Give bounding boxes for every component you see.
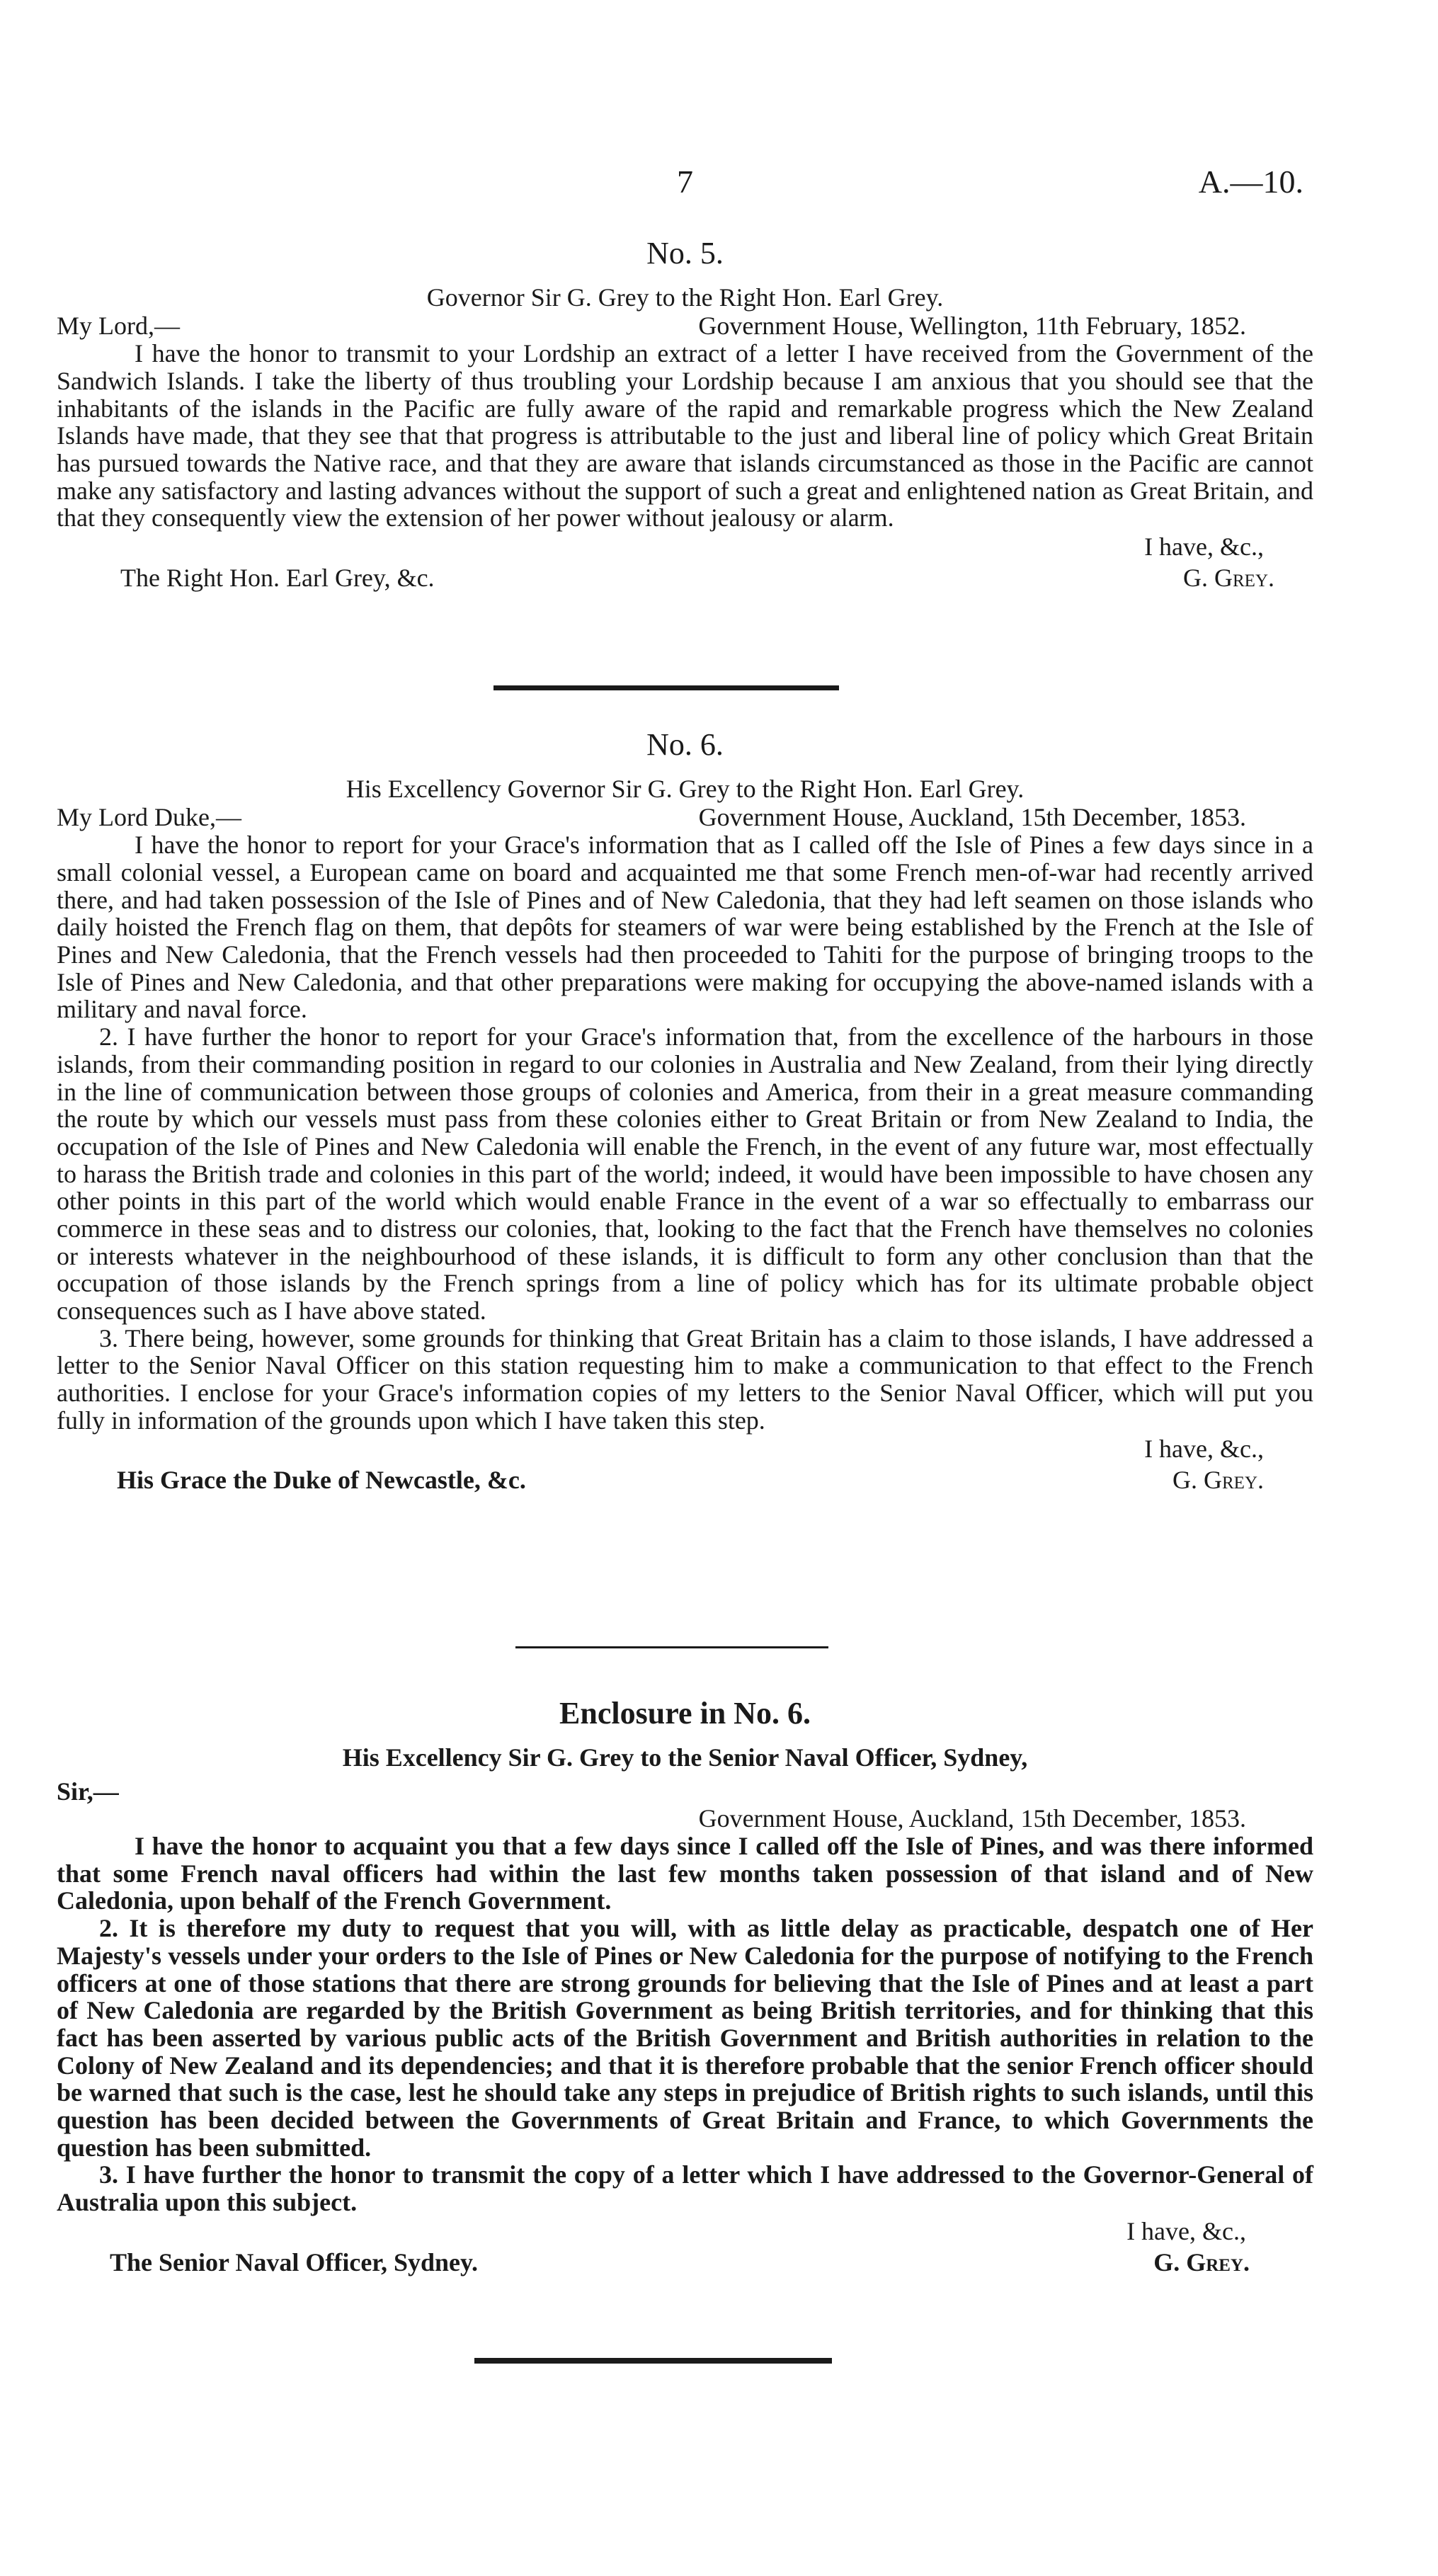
enclosure-paragraph-3: 3. I have further the honor to transmit the copy of a letter which I have addressed to the Governor-General of Australia upon this subject.	[57, 2160, 1313, 2217]
enclosure-signature: G. Grey.	[1153, 2247, 1250, 2276]
letter-no6	[57, 729, 1313, 1498]
enclosure-salutation-row	[57, 1779, 1313, 1806]
letter-no5-heading: Governor Sir G. Grey to the Right Hon. Earl Grey.	[426, 283, 944, 312]
letter-no5-signature: G. Grey.	[1183, 564, 1274, 593]
letter-no5-salutation-row	[57, 313, 1313, 340]
enclosure-closing-phrase: I have, &c.,	[1126, 2216, 1246, 2245]
letter-no5-closing-phrase: I have, &c.,	[1144, 532, 1264, 562]
letter-no6-closing-phrase: I have, &c.,	[1144, 1435, 1264, 1464]
letter-no6-closing	[57, 1434, 1313, 1498]
letter-no6-paragraph-1: I have the honor to report for your Grace's information that as I called off the Isle of Pines a few days since in a small colonial vessel, a European came on board and acquainted me that some French men-of-war had recently arrived there, and had taken possession of the Isle of Pines and of New Caledonia, that they had left seamen on those islands who daily hoisted the French flag on them, that depôts for steamers of war were being established by the French at the Isle of Pines and New Caledonia, that the French vessels had then proceeded to Tahiti for the purpose of bringing troops to the Isle of Pines and New Caledonia, and that other preparations were making for occupying the above-named islands with a military and naval force.	[57, 831, 1313, 1024]
letter-no5-salutation: My Lord,—	[57, 312, 180, 341]
letter-no6-salutation: My Lord Duke,—	[57, 803, 241, 832]
letter-no6-addressee: His Grace the Duke of Newcastle, &c.	[117, 1466, 526, 1495]
enclosure-title: Enclosure in No. 6.	[559, 1696, 811, 1731]
letter-no5-addressee: The Right Hon. Earl Grey, &c.	[120, 564, 435, 593]
letter-no5-closing	[57, 532, 1313, 595]
letter-no6-signature: G. Grey.	[1172, 1466, 1264, 1495]
letter-no6-paragraph-2: 2. I have further the honor to report for your Grace's information that, from the excellence of the harbours in those islands, from their commanding position in regard to our colonies in Australia and New Zealand, from their lying directly in the line of communication between those groups of colonies and America, from their in a great measure commanding the route by which our vessels must pass from these colonies either to Great Britain or from New Zealand to India, the occupation of the Isle of Pines and New Caledonia will enable the French, in the event of any future war, most effectually to harass the British trade and colonies in this part of the world; indeed, it would have been impossible to have chosen any other points in this part of the world which would enable France in the event of a war so effectually to embarrass our commerce in these seas and to distress our colonies, that, looking to the fact that the French have themselves no colonies or interests whatever in the neighbourhood of these islands, it is difficult to form any other conclusion than that the occupation of those islands by the French springs from a line of policy which has for its ultimate probable object consequences such as I have above stated.	[57, 1022, 1313, 1325]
letter-no5-paragraph: I have the honor to transmit to your Lordship an extract of a letter I have received from the Government of the Sandwich Islands. I take the liberty of thus troubling your Lordship because I am anxious that you should see that the inhabitants of the islands in the Pacific are fully aware of the rapid and remarkable progress which the New Zealand Islands have made, that they see that that progress is attributable to the just and liberal line of policy which Great Britain has pursued towards the Native race, and that they are aware that islands circumstanced as those in the Pacific are cannot make any satisfactory and lasting advances without the support of such a great and enlightened nation as Great Britain, and that they consequently view the extension of her power without jealousy or alarm.	[57, 339, 1313, 532]
letter-no6-salutation-row	[57, 804, 1313, 831]
enclosure-salutation: Sir,—	[57, 1777, 119, 1806]
letter-no6-paragraph-3: 3. There being, however, some grounds for thinking that Great Britain has a claim to those islands, I have addressed a letter to the Senior Naval Officer on this station requesting him to make a communication to that effect to the French authorities. I enclose for your Grace's information copies of my letters to the Senior Naval Officer, which will put you fully in information of the grounds upon which I have taken this step.	[57, 1323, 1313, 1435]
enclosure-addressee: The Senior Naval Officer, Sydney.	[110, 2247, 479, 2276]
document-reference: A.—10.	[1198, 164, 1303, 200]
section-divider-2	[515, 1646, 828, 1648]
enclosure-no6	[57, 1698, 1313, 2280]
enclosure-place-date: Government House, Auckland, 15th December, 1853.	[698, 1804, 1246, 1833]
section-divider-3	[474, 2358, 832, 2364]
enclosure-paragraph-1: I have the honor to acquaint you that a few days since I called off the Isle of Pines, and was there informed that some French naval officers had within the last few months taken possession of that island and of New Caledonia, upon behalf of the French Government.	[57, 1832, 1313, 1915]
letter-no6-heading: His Excellency Governor Sir G. Grey to the Right Hon. Earl Grey.	[346, 775, 1025, 803]
letter-no5-place-date: Government House, Wellington, 11th February, 1852.	[698, 312, 1246, 341]
letter-no5-title: No. 5.	[646, 236, 724, 270]
letter-no6-title: No. 6.	[646, 727, 724, 762]
page-number: 7	[677, 164, 693, 200]
section-divider-1	[493, 685, 839, 690]
letter-no6-place-date: Government House, Auckland, 15th December, 1853.	[698, 803, 1246, 832]
enclosure-closing	[57, 2216, 1313, 2280]
enclosure-paragraph-2: 2. It is therefore my duty to request that you will, with as little delay as practicable, despatch one of Her Majesty's vessels under your orders to the Isle of Pines or New Caledonia for the purpose of notifying to the French officers at one of those stations that there are strong grounds for believing that the Isle of Pines and at least a part of New Caledonia are regarded by the British Government as being British territories, and for thinking that this fact has been asserted by various public acts of the British Government and British authorities in relation to the Colony of New Zealand and its dependencies; and that it is therefore probable that the senior French officer should be warned that such is the case, lest he should take any steps in prejudice of British rights to such islands, until this question has been decided between the Governments of Great Britain and France, to which Governments the question has been submitted.	[57, 1914, 1313, 2162]
enclosure-heading: His Excellency Sir G. Grey to the Senior Naval Officer, Sydney,	[342, 1743, 1028, 1772]
letter-no5	[57, 238, 1313, 595]
